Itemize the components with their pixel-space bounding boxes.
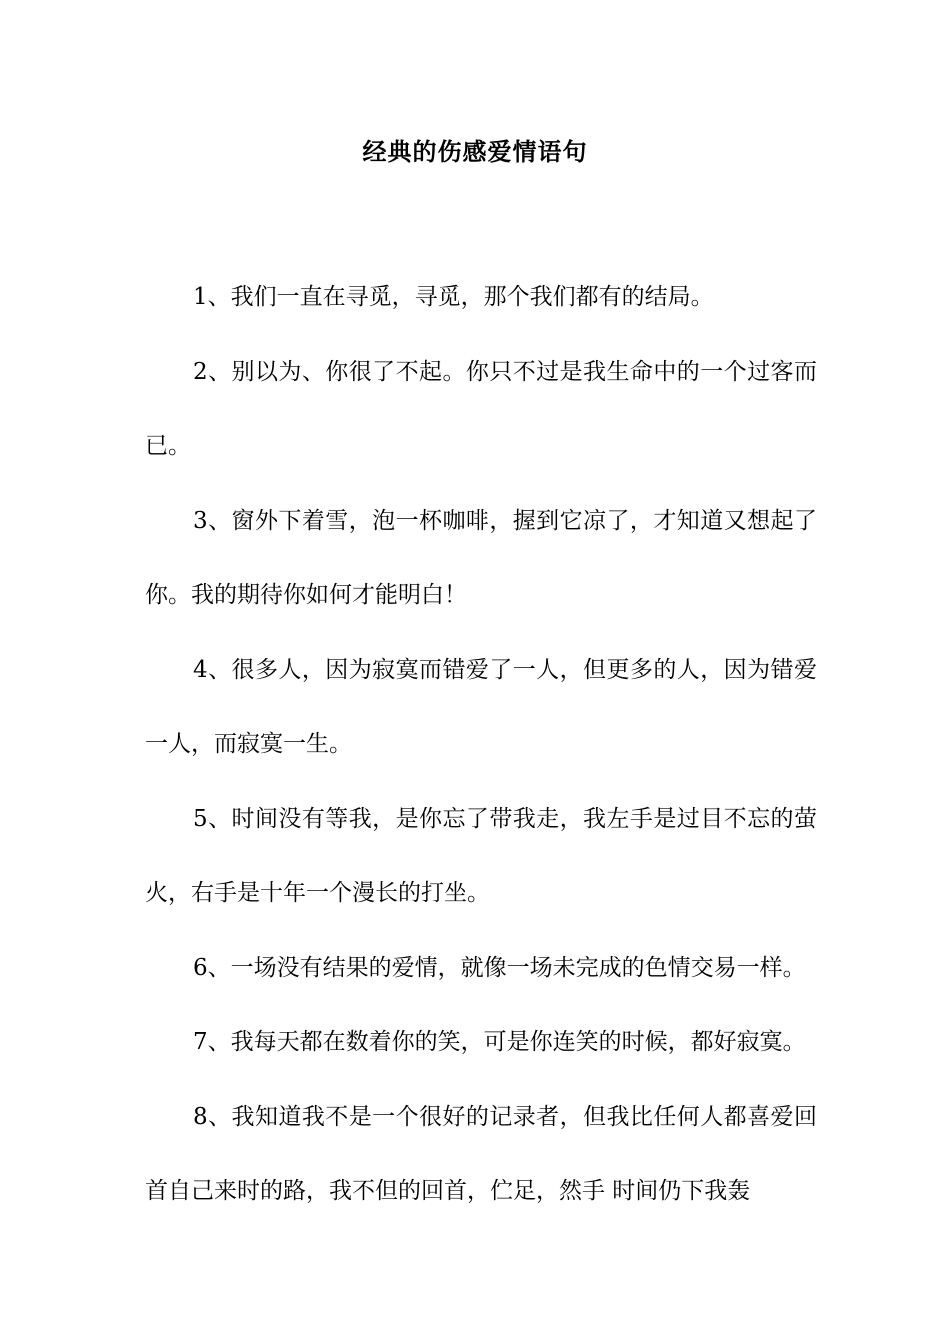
paragraph-7: 7、我每天都在数着你的笑，可是你连笑的时候，都好寂寞。 <box>193 1029 806 1055</box>
paragraph-6: 6、一场没有结果的爱情，就像一场未完成的色情交易一样。 <box>193 954 806 981</box>
paragraph-3: 3、窗外下着雪，泡一杯咖啡，握到它凉了，才知道又想起了你。我的期待你如何才能明白！ <box>145 507 817 608</box>
paragraph-5: 5、时间没有等我，是你忘了带我走，我左手是过目不忘的萤火，右手是十年一个漫长的打坐。 <box>145 805 817 906</box>
document-body <box>145 260 817 1229</box>
paragraph-4: 4、很多人，因为寂寞而错爱了一人，但更多的人，因为错爱一人，而寂寞一生。 <box>145 656 817 757</box>
paragraph-1: 1、我们一直在寻觅，寻觅，那个我们都有的结局。 <box>193 284 714 310</box>
paragraph-2: 2、别以为、你很了不起。你只不过是我生命中的一个过客而已。 <box>145 358 817 459</box>
paragraph-8: 8、我知道我不是一个很好的记录者，但我比任何人都喜爱回首自己来时的路，我不但的回首，伫足，然手 时间仍下我轰 <box>145 1103 817 1204</box>
document-title: 经典的伤感爱情语句 <box>362 137 588 166</box>
